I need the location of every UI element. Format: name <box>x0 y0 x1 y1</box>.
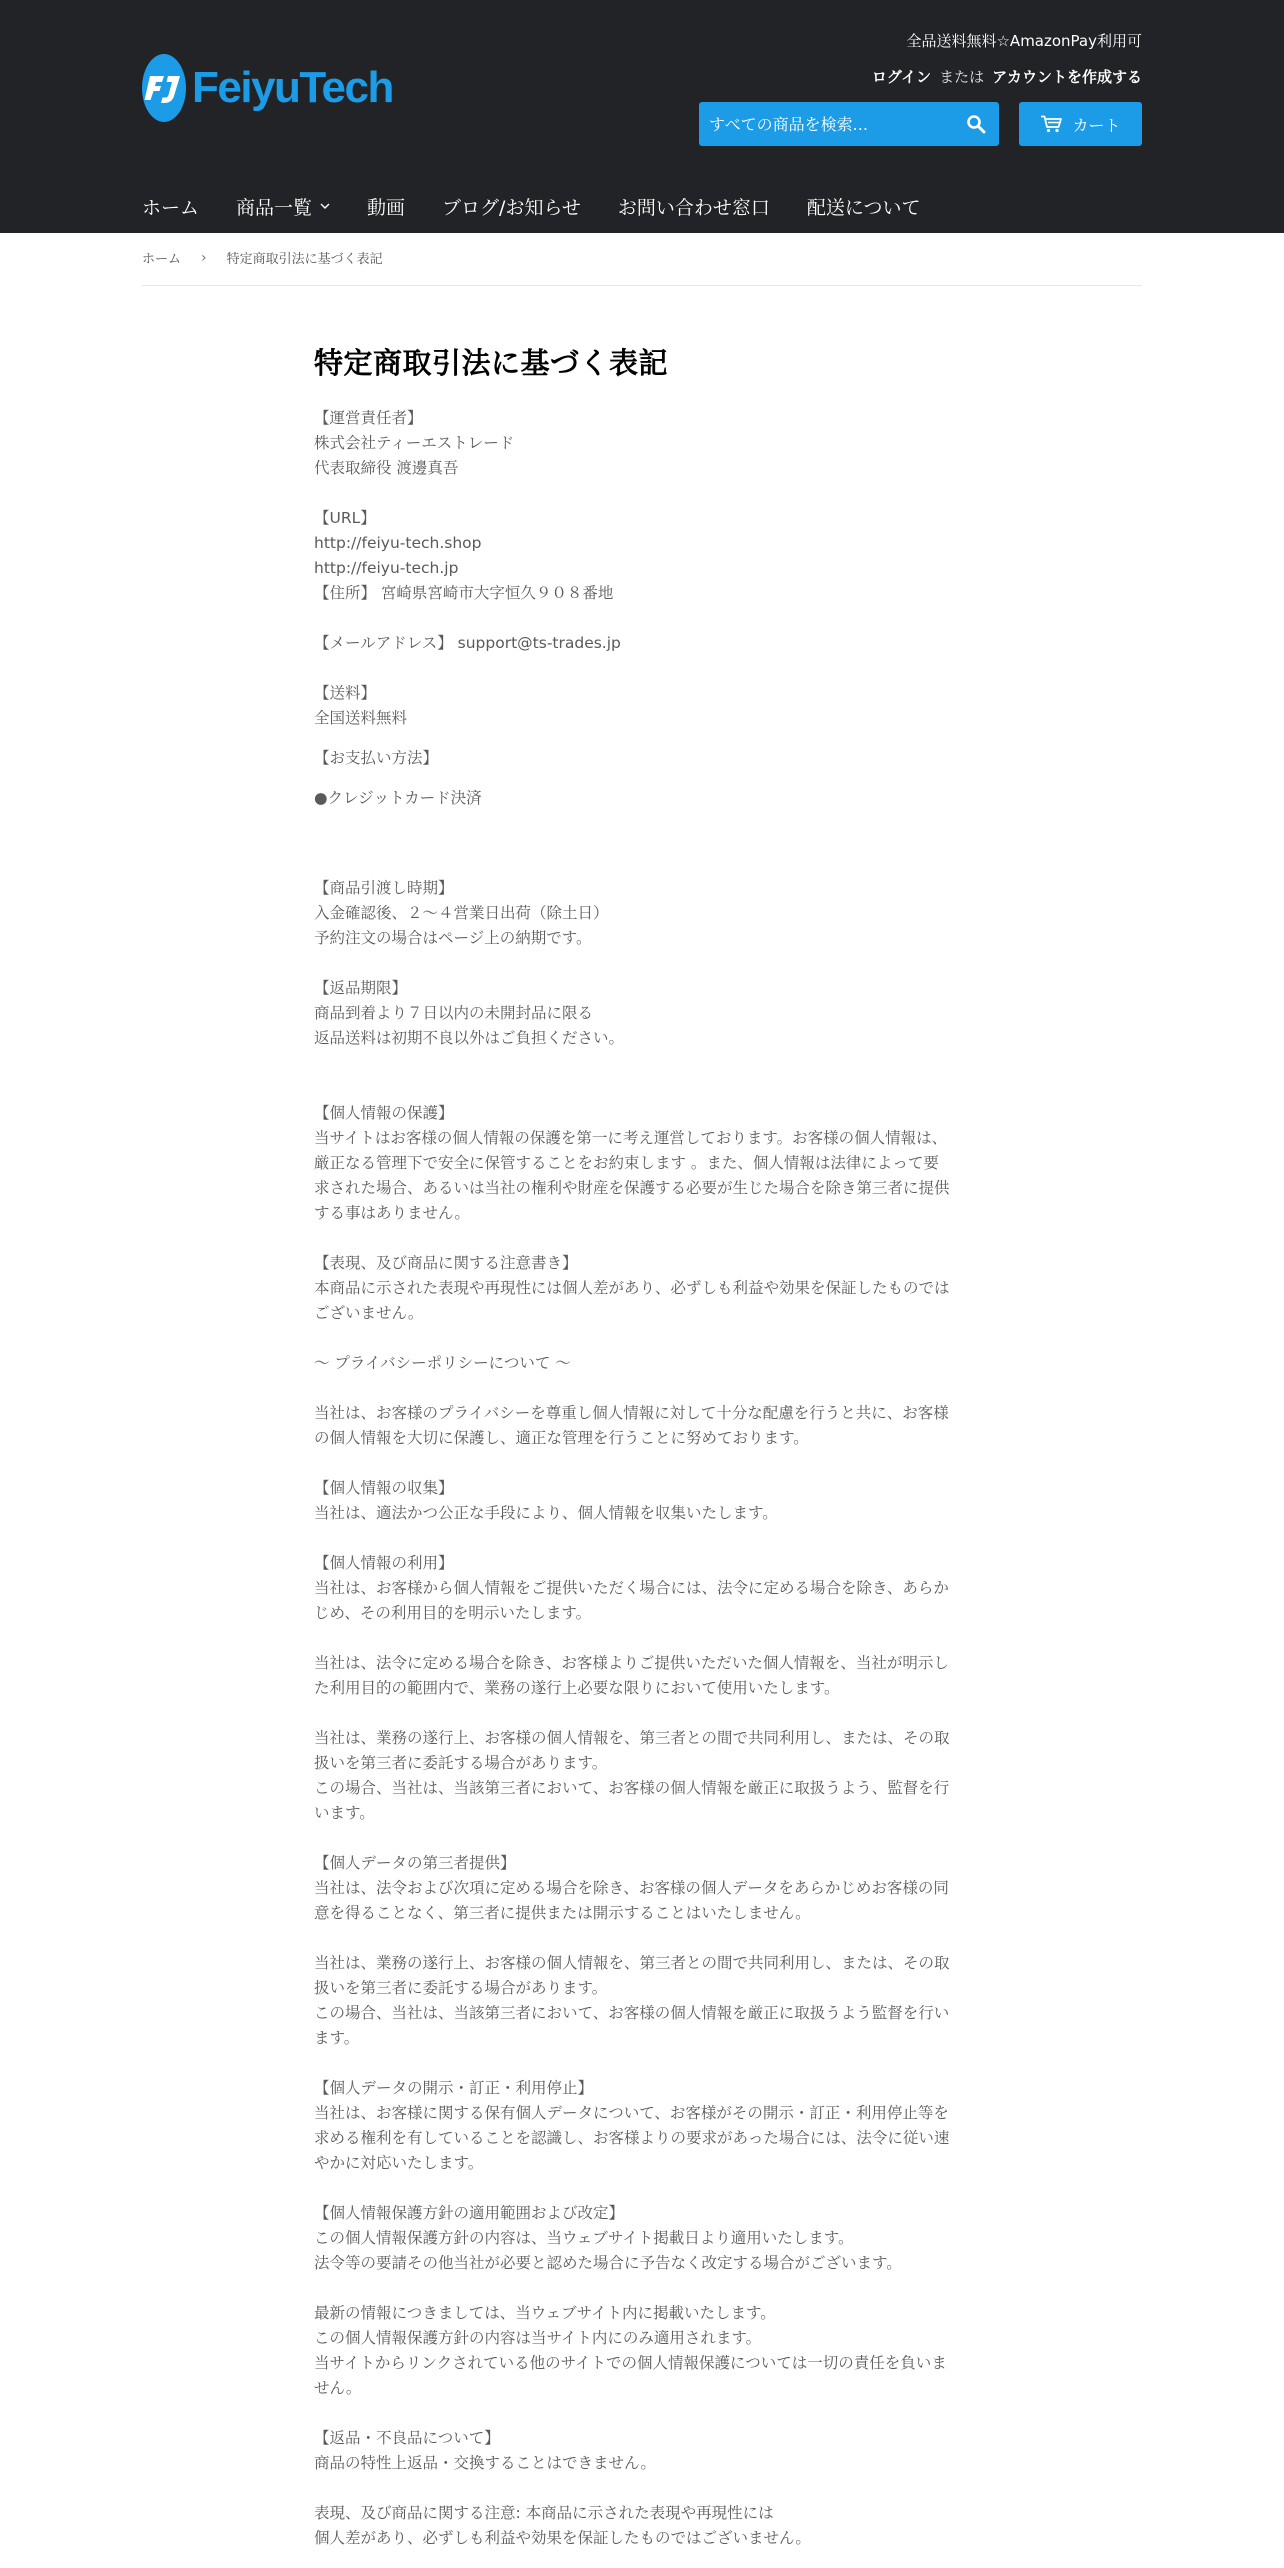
text-line: じめ、その利用目的を明示いたします。 <box>314 1604 592 1622</box>
text-line: 全国送料無料 <box>314 709 408 727</box>
logo-text: FeiyuTech <box>192 63 393 112</box>
account-links <box>872 66 1142 87</box>
page-title: 特定商取引法に基づく表記 <box>314 346 669 380</box>
text-line: 【運営責任者】 <box>314 409 423 427</box>
text-line: 当社は、業務の遂行上、お客様の個人情報を、第三者との間で共同利用し、または、その取 <box>314 1729 950 1747</box>
page-content <box>314 340 974 2551</box>
search-form <box>699 102 999 146</box>
text-line: 【お支払い方法】 <box>314 749 439 767</box>
text-line: 当社は、お客様から個人情報をご提供いただく場合には、法令に定める場合を除き、あらか <box>314 1579 949 1597</box>
text-line: 厳正なる管理下で安全に保管することをお約束します 。また、個人情報は法律によって要 <box>314 1154 939 1172</box>
text-line: 本商品に示された表現や再現性には個人差があり、必ずしも利益や効果を保証したものでは <box>314 1279 950 1297</box>
text-line: 【個人情報の保護】 <box>314 1104 454 1122</box>
text-line: 当社は、適法かつ公正な手段により、個人情報を収集いたします。 <box>314 1504 778 1522</box>
text-line: この場合、当社は、当該第三者において、お客様の個人情報を厳正に取扱うよう、監督を行 <box>314 1779 950 1797</box>
cart-label: カート <box>1072 115 1121 135</box>
text-line: 扱いを第三者に委託する場合があります。 <box>314 1754 608 1772</box>
breadcrumb <box>142 248 383 267</box>
text-line: 意を得ることなく、第三者に提供または開示することはいたしません。 <box>314 1904 811 1922</box>
or-text: または <box>939 68 985 86</box>
text-line: 予約注文の場合はページ上の納期です。 <box>314 929 592 947</box>
text-line: ございません。 <box>314 1304 424 1322</box>
text-line: 求された場合、あるいは当社の権利や財産を保護する必要が生じた場合を除き第三者に提供 <box>314 1179 950 1197</box>
text-line: 【返品・不良品について】 <box>314 2429 500 2447</box>
text-line: 商品到着より７日以内の未開封品に限る <box>314 1004 594 1022</box>
text-line: 入金確認後、２〜４営業日出荷（除土日） <box>314 904 609 922</box>
text-line <box>314 1526 974 1551</box>
nav-item-videos[interactable]: 動画 <box>367 196 406 219</box>
main-nav <box>142 188 958 224</box>
text-line: 商品の特性上返品・交換することはできません。 <box>314 2454 656 2472</box>
text-line: 【メールアドレス】 support@ts-trades.jp <box>314 634 621 652</box>
text-line <box>314 1826 974 1851</box>
text-line: 扱いを第三者に委託する場合があります。 <box>314 1979 608 1997</box>
text-line: 当サイトはお客様の個人情報の保護を第一に考え運営しております。お客様の個人情報は、 <box>314 1129 948 1147</box>
text-line: 代表取締役 渡邊真吾 <box>314 459 459 477</box>
text-line: 当社は、お客様に関する保有個人データについて、お客様がその開示・訂正・利用停止等を <box>314 2104 949 2122</box>
site-header <box>0 0 1284 233</box>
text-line: 求める権利を有していることを認識し、お客様よりの要求があった場合には、法令に従い速 <box>314 2129 950 2147</box>
text-line: 当社は、法令に定める場合を除き、お客様よりご提供いただいた個人情報を、当社が明示し <box>314 1654 949 1672</box>
text-line: 【個人情報の収集】 <box>314 1479 454 1497</box>
text-line: 表現、及び商品に関する注意: 本商品に示された表現や再現性には <box>314 2504 774 2522</box>
search-input[interactable] <box>699 102 949 146</box>
breadcrumb-home[interactable]: ホーム <box>142 252 182 267</box>
text-line <box>314 1326 974 1351</box>
text-line <box>314 2276 974 2301</box>
search-button[interactable] <box>961 109 991 139</box>
breadcrumb-current: 特定商取引法に基づく表記 <box>226 252 383 267</box>
announcement-bar: 全品送料無料☆AmazonPay利用可 <box>906 32 1142 50</box>
chevron-down-icon <box>320 203 330 210</box>
text-line: 最新の情報につきましては、当ウェブサイト内に掲載いたします。 <box>314 2304 776 2322</box>
text-line <box>314 1926 974 1951</box>
nav-item-shipping[interactable]: 配送について <box>806 196 921 219</box>
text-line: http://feiyu-tech.shop <box>314 534 482 552</box>
text-line: 当サイトからリンクされている他のサイトでの個人情報保護については一切の責任を負いま <box>314 2354 947 2372</box>
text-line <box>314 1226 974 1251</box>
text-line <box>314 1701 974 1726</box>
text-line: やかに対応いたします。 <box>314 2154 484 2172</box>
text-line: する事はありません。 <box>314 1204 470 1222</box>
feiyu-logo-icon <box>142 54 186 122</box>
site-logo[interactable] <box>142 54 392 122</box>
text-line: 当社は、法令および次項に定める場合を除き、お客様の個人データをあらかじめお客様の同 <box>314 1879 949 1897</box>
text-line: 【個人情報保護方針の適用範囲および改定】 <box>314 2204 625 2222</box>
text-line: 当社は、業務の遂行上、お客様の個人情報を、第三者との間で共同利用し、または、その取 <box>314 1954 950 1972</box>
text-line: 【個人データの第三者提供】 <box>314 1854 516 1872</box>
text-line: 【送料】 <box>314 684 377 702</box>
text-line <box>314 606 974 631</box>
text-line: 株式会社ティーエストレード <box>314 434 515 452</box>
breadcrumb-separator-icon: › <box>201 249 207 266</box>
text-line: 返品送料は初期不良以外はご負担ください。 <box>314 1029 625 1047</box>
text-line <box>314 2051 974 2076</box>
text-line: の個人情報を大切に保護し、適正な管理を行うことに努めております。 <box>314 1429 809 1447</box>
nav-item-home[interactable]: ホーム <box>142 196 200 219</box>
text-line: 法令等の要請その他当社が必要と認めた場合に予告なく改定する場合がございます。 <box>314 2254 902 2272</box>
text-line <box>314 1626 974 1651</box>
text-line <box>314 1451 974 1476</box>
text-line: せん。 <box>314 2379 362 2397</box>
login-link[interactable]: ログイン <box>871 68 932 86</box>
text-line: ます。 <box>314 2029 360 2047</box>
text-line: この個人情報保護方針の内容は、当ウェブサイト掲載日より適用いたします。 <box>314 2229 854 2247</box>
text-line: 【個人情報の利用】 <box>314 1554 454 1572</box>
cart-button[interactable] <box>1019 102 1142 146</box>
text-line <box>314 656 974 681</box>
text-line: 【返品期限】 <box>314 979 408 997</box>
nav-item-products[interactable] <box>236 193 330 220</box>
text-line: 【個人データの開示・訂正・利用停止】 <box>314 2079 594 2097</box>
nav-item-products-label: 商品一覧 <box>236 196 313 219</box>
text-line <box>314 2476 974 2501</box>
text-line: 【URL】 <box>314 509 376 527</box>
nav-item-contact[interactable]: お問い合わせ窓口 <box>617 196 770 219</box>
create-account-link[interactable]: アカウントを作成する <box>992 68 1142 86</box>
text-line: 【表現、及び商品に関する注意書き】 <box>314 1254 578 1272</box>
text-line: 個人差があり、必ずしも利益や効果を保証したものではございません。 <box>314 2529 811 2547</box>
text-line <box>314 951 974 976</box>
search-icon <box>966 114 986 134</box>
text-line: 【商品引渡し時期】 <box>314 879 454 897</box>
text-line: http://feiyu-tech.jp <box>314 559 459 577</box>
text-line: 【住所】 宮崎県宮崎市大字恒久９０８番地 <box>314 584 614 602</box>
page-body <box>314 406 974 2551</box>
text-line <box>314 2176 974 2201</box>
text-line: この個人情報保護方針の内容は当サイト内にのみ適用されます。 <box>314 2329 762 2347</box>
text-line: 当社は、お客様のプライバシーを尊重し個人情報に対して十分な配慮を行うと共に、お客様 <box>314 1404 949 1422</box>
nav-item-blog[interactable]: ブログ/お知らせ <box>442 196 581 219</box>
cart-icon <box>1040 115 1062 133</box>
text-line <box>314 1376 974 1401</box>
text-line <box>314 2401 974 2426</box>
text-line: この場合、当社は、当該第三者において、お客様の個人情報を厳正に取扱うよう監督を行い <box>314 2004 950 2022</box>
text-line: 〜 プライバシーポリシーについて 〜 <box>314 1354 571 1372</box>
text-line: た利用目的の範囲内で、業務の遂行上必要な限りにおいて使用いたします。 <box>314 1679 840 1697</box>
text-line: います。 <box>314 1804 375 1822</box>
text-line: ●クレジットカード決済 <box>314 789 482 807</box>
breadcrumb-divider <box>142 285 1142 286</box>
text-line <box>314 481 974 506</box>
